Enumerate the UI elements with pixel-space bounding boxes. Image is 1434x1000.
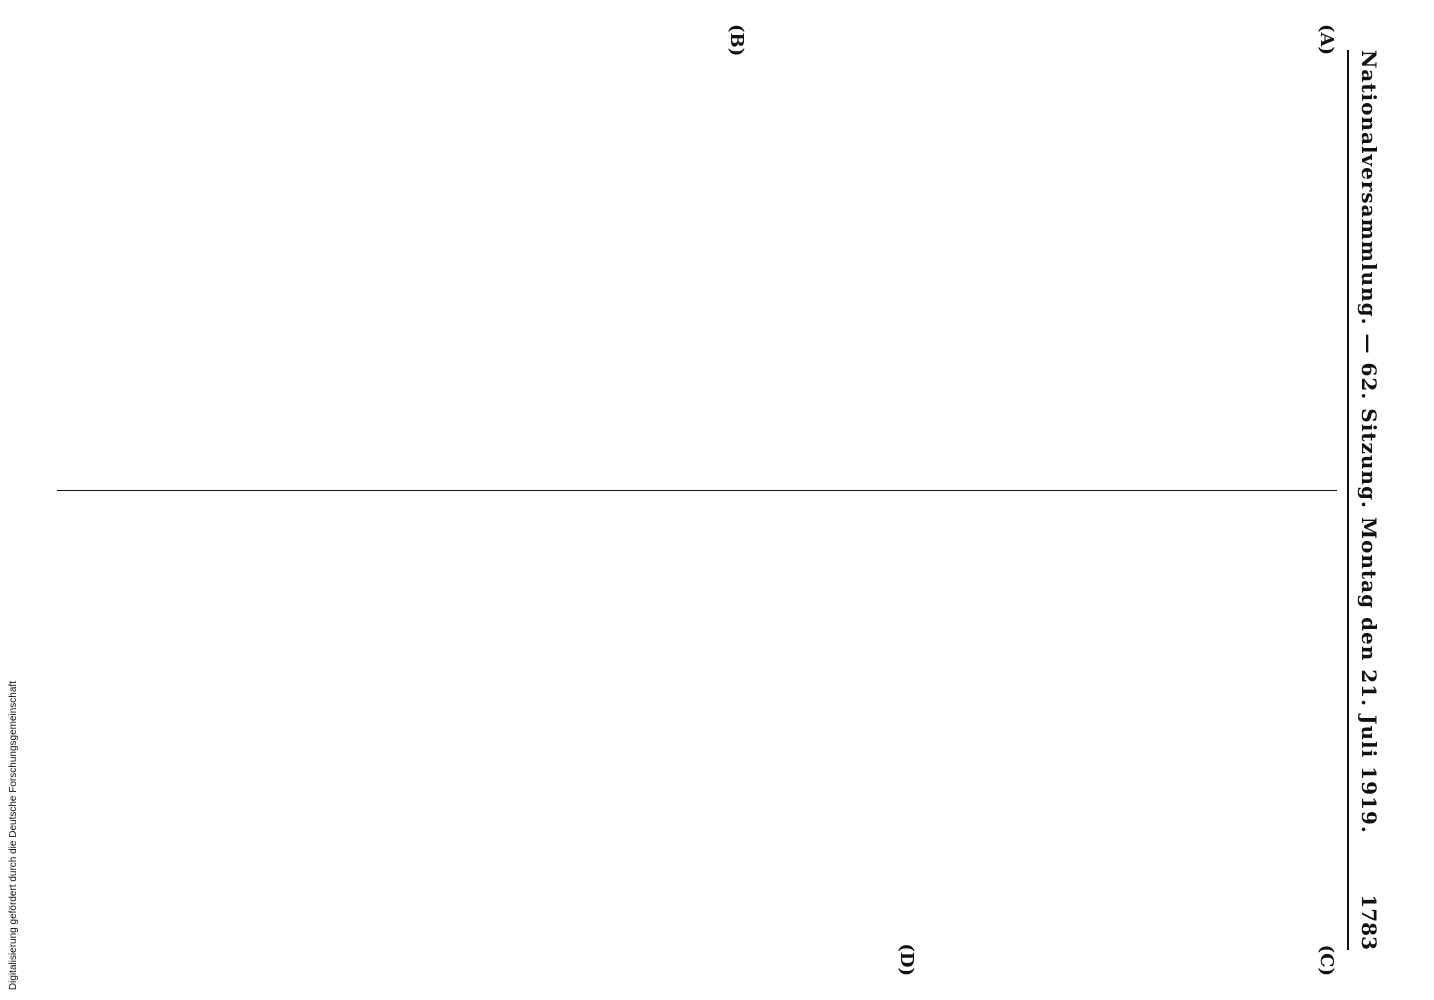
margin-marker-a: (A) <box>1316 24 1337 55</box>
margin-marker-b: (B) <box>726 24 747 57</box>
column-left <box>57 24 1337 490</box>
page-header <box>1357 50 1397 950</box>
margin-marker-d: (D) <box>896 943 917 976</box>
rotated-content <box>27 20 1407 980</box>
column-right <box>57 510 1337 976</box>
header-rule <box>1347 50 1349 950</box>
footer-note: Digitalisierung gefördert durch die Deutsche Forschungsgemeinschaft <box>8 680 19 990</box>
page-number: 1783 <box>1357 894 1381 950</box>
column-divider <box>57 490 1337 491</box>
margin-marker-c: (C) <box>1316 944 1337 976</box>
page-title: Nationalversammlung. — 62. Sitzung. Montag den 21. Juli 1919. <box>1357 50 1381 834</box>
